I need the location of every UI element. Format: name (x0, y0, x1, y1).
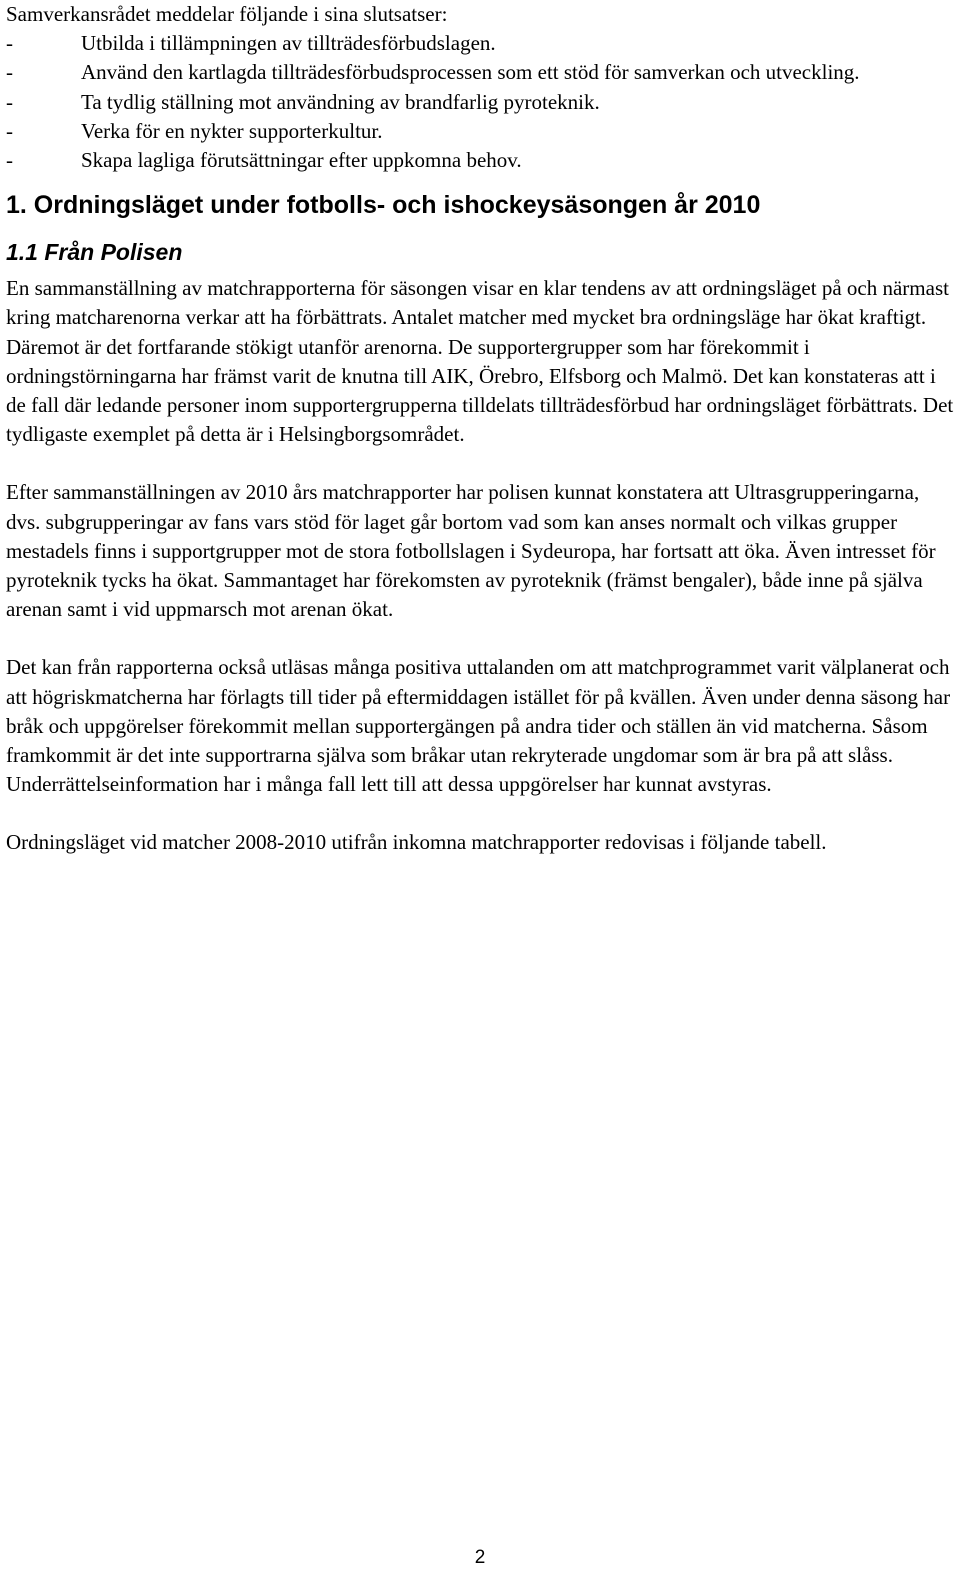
list-item (6, 146, 956, 175)
conclusions-list (6, 29, 956, 175)
list-item (6, 58, 956, 87)
list-item-text: Utbilda i tillämpningen av tillträdesförbudslagen. (81, 31, 496, 56)
page-number: 2 (474, 1547, 486, 1568)
intro-text: Samverkansrådet meddelar följande i sina slutsatser: (6, 2, 448, 26)
bullet-dash: - (6, 118, 13, 143)
body-paragraph: En sammanställning av matchrapporterna för säsongen visar en klar tendens av att ordningsläget på och närmast kring matcharenorna verkar att ha förbättrats. Antalet matcher med mycket bra ordningsläge har ökat kraftigt. Däremot är det fortfarande stökigt utanför arenorna. De supportergrupper som har förekommit i ordningstörningarna har främst varit de knutna till AIK, Örebro, Elfsborg och Malmö. Det kan konstateras att i de fall där ledande personer inom supportergrupperna tilldelats tillträdesförbud har ordningsläget förbättrats. Det tydligaste exemplet på detta är i Helsingborgsområdet. (6, 276, 954, 447)
document-page (6, 0, 956, 858)
section-heading: 1. Ordningsläget under fotbolls- och ishockeysäsongen år 2010 (6, 191, 761, 220)
body-paragraph: Efter sammanställningen av 2010 års matchrapporter har polisen kunnat konstatera att Ultrasgrupperingarna, dvs. subgrupperingar av fans vars stöd för laget går bortom vad som kan anses normalt och vilkas grupper mestadels finns i supportgrupper mot de stora fotbollslagen i Sydeuropa, har fortsatt att öka. Även intresset för pyroteknik tycks ha ökat. Sammantaget har förekomsten av pyroteknik (främst bengaler), både inne på själva arenan samt i vid uppmarsch mot arenan ökat. (6, 480, 936, 622)
subsection-heading: 1.1 Från Polisen (6, 239, 183, 266)
body-paragraph: Ordningsläget vid matcher 2008-2010 utifrån inkomna matchrapporter redovisas i följande tabell. (6, 830, 827, 855)
list-item (6, 117, 956, 146)
list-item-text: Skapa lagliga förutsättningar efter uppkomna behov. (81, 148, 522, 173)
list-item (6, 88, 956, 117)
list-item-text: Ta tydlig ställning mot användning av brandfarlig pyroteknik. (81, 89, 600, 114)
bullet-dash: - (6, 31, 13, 56)
list-item-text: Använd den kartlagda tillträdesförbudsprocessen som ett stöd för samverkan och utveckling. (81, 60, 860, 85)
bullet-dash: - (6, 60, 13, 85)
list-item (6, 29, 956, 58)
body-paragraph: Det kan från rapporterna också utläsas många positiva uttalanden om att matchprogrammet varit välplanerat och att högriskmatcherna har förlagts till tider på eftermiddagen istället för på kvällen. Även under denna säsong har bråk och uppgörelser förekommit mellan supportergängen på andra tider och ställen än vid matcherna. Såsom framkommit är det inte supportrarna själva som bråkar utan rekryterade ungdomar som är bra på att slåss. Underrättelseinformation har i många fall lett till att dessa uppgörelser har kunnat avstyras. (6, 655, 951, 797)
bullet-dash: - (6, 89, 13, 114)
bullet-dash: - (6, 148, 13, 173)
list-item-text: Verka för en nykter supporterkultur. (81, 118, 383, 143)
